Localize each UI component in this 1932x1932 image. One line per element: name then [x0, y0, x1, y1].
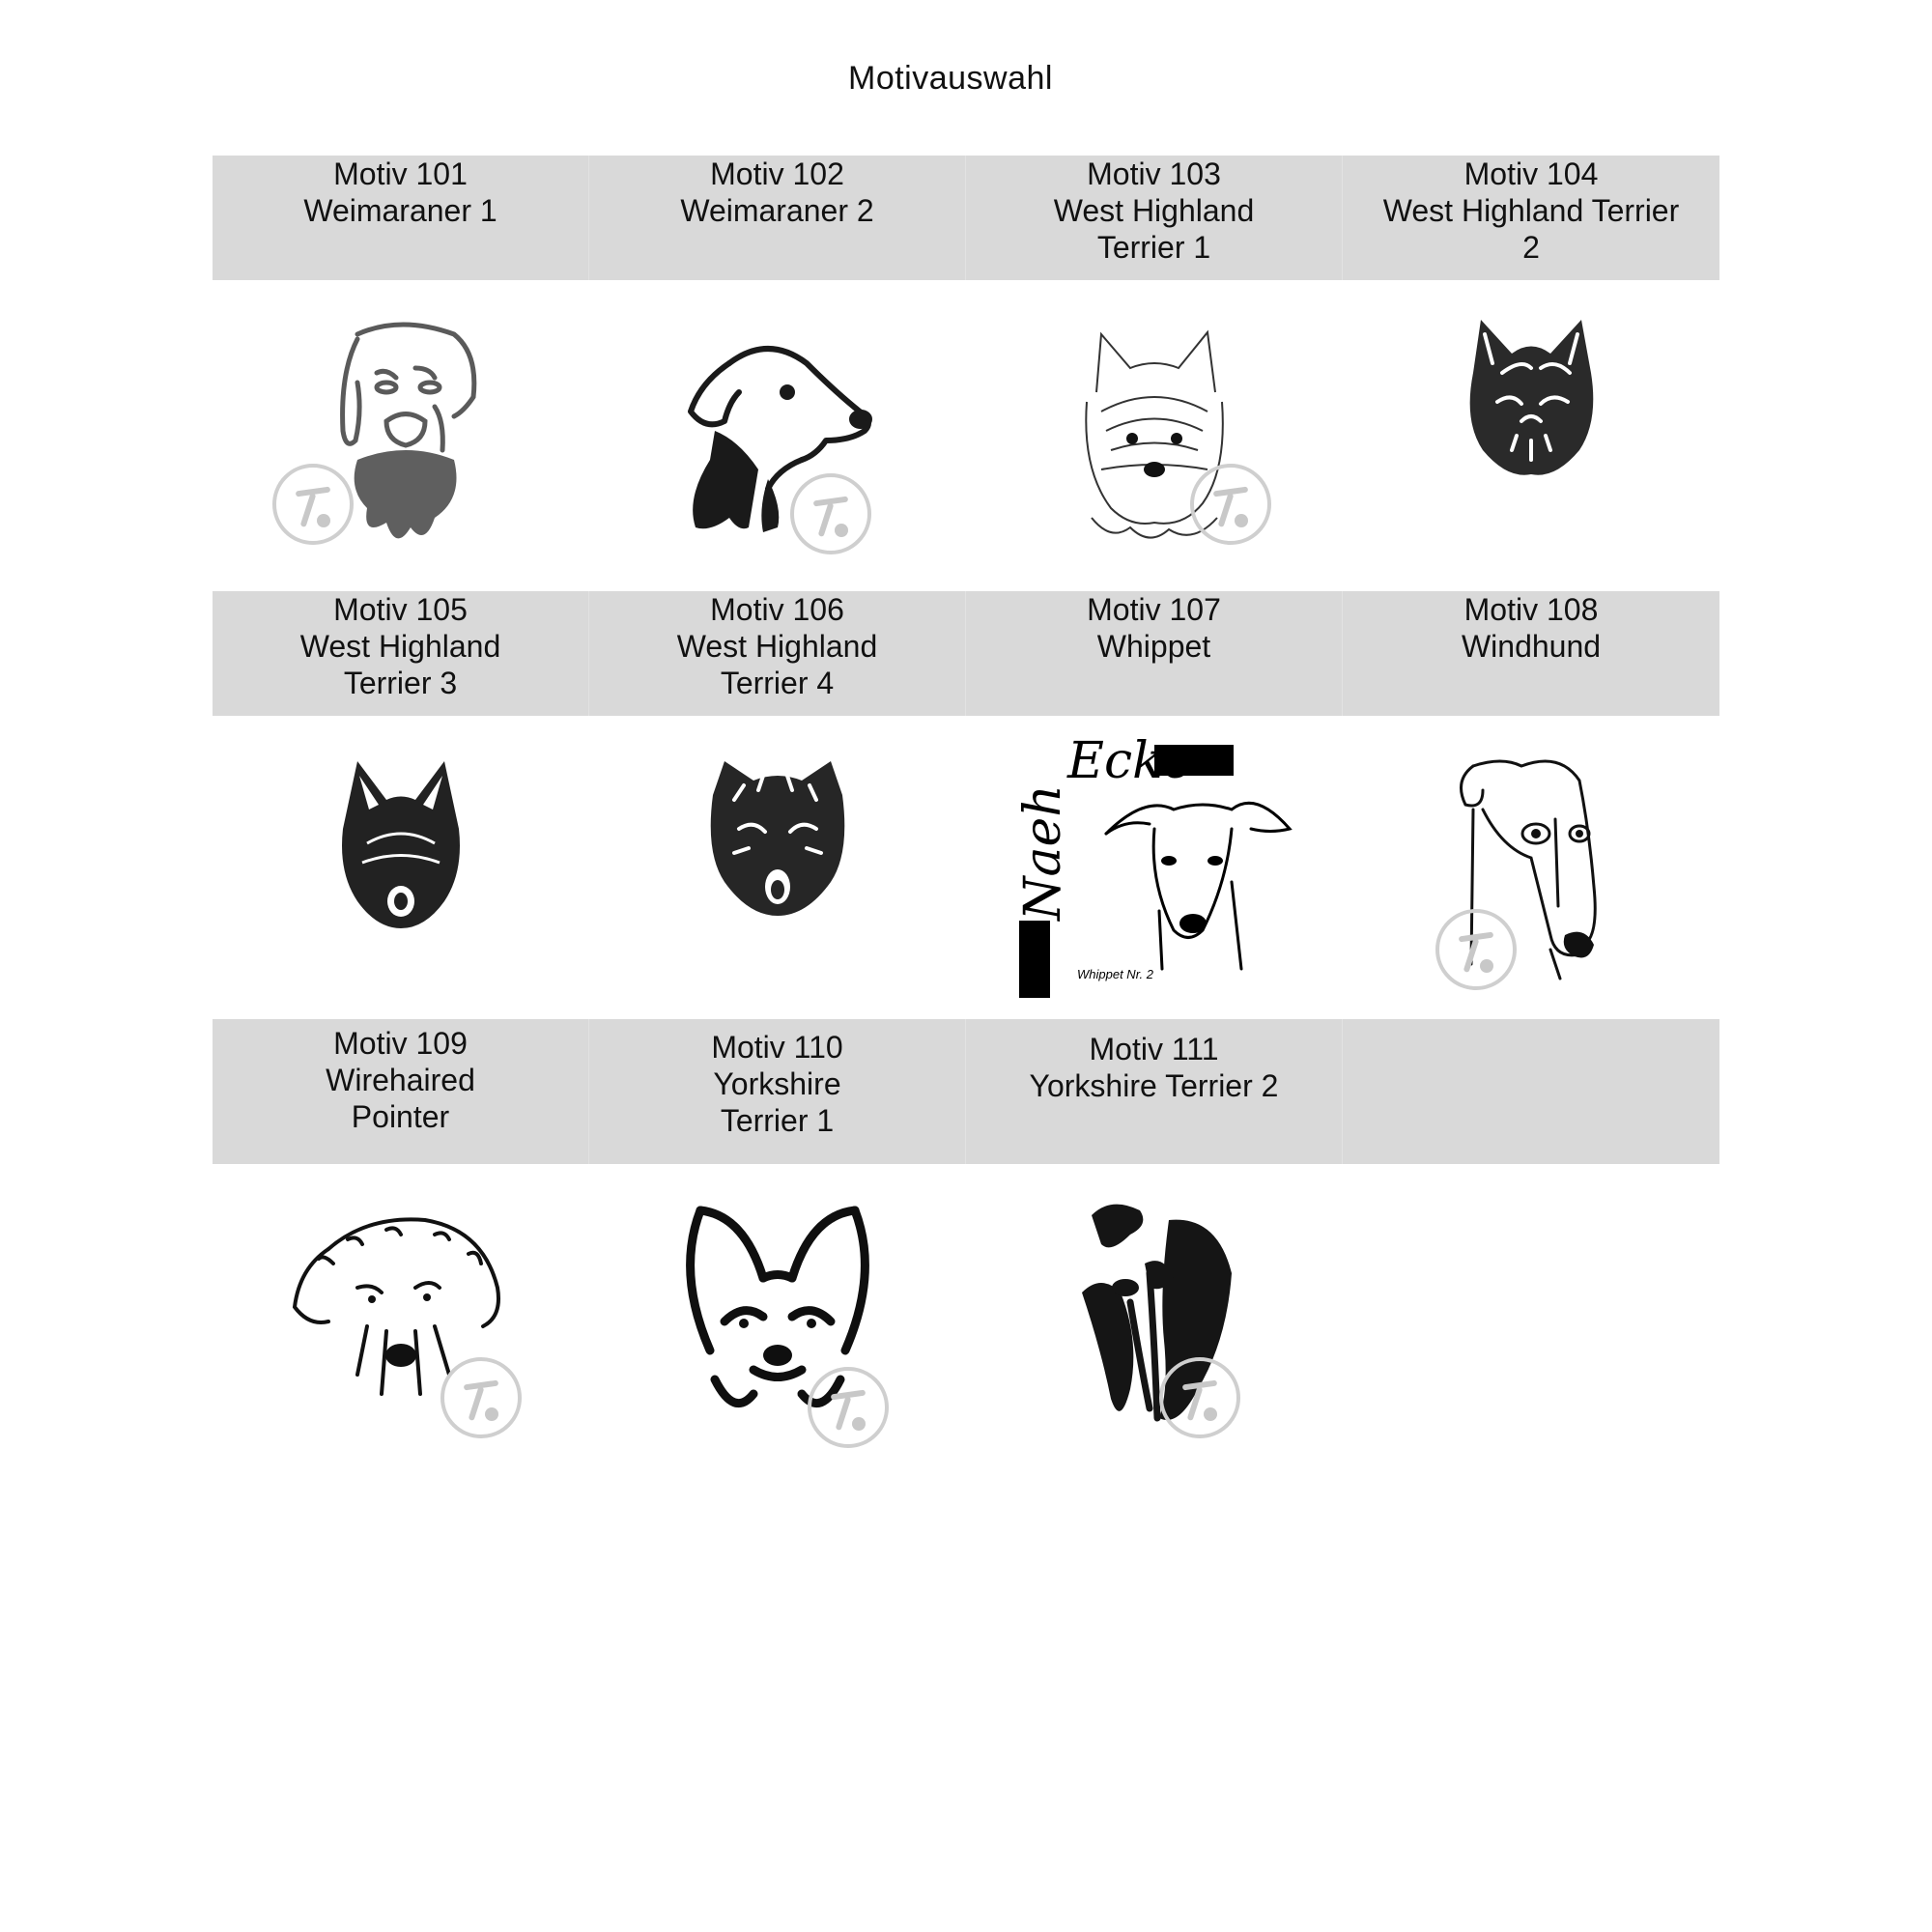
watermark-logo-icon	[808, 1367, 889, 1448]
header-band	[213, 156, 1719, 280]
watermark-logo-icon	[440, 1357, 522, 1438]
motif-number: Motiv 108	[1463, 592, 1599, 627]
motif-image-108[interactable]	[1343, 716, 1719, 1019]
motif-number: Motiv 101	[333, 156, 468, 191]
motif-name: Yorkshire	[713, 1066, 841, 1101]
image-band	[213, 716, 1719, 1019]
motif-image-109[interactable]	[213, 1164, 589, 1468]
motif-name: Pointer	[351, 1099, 450, 1134]
image-band	[213, 280, 1719, 591]
westie-head-icon	[338, 756, 464, 930]
header-band	[213, 1019, 1719, 1164]
watermark-logo-icon	[1435, 909, 1517, 990]
motif-header-101	[213, 156, 589, 280]
motif-name: Weimaraner 2	[680, 193, 874, 228]
motif-header-104	[1343, 156, 1719, 280]
motif-header-102	[589, 156, 966, 280]
motif-number: Motiv 106	[710, 592, 844, 627]
motif-name: Terrier 4	[720, 666, 835, 700]
motif-image-110[interactable]	[589, 1164, 966, 1468]
motif-name: Terrier 1	[1096, 230, 1211, 265]
naeh-ecke-logo-text: Ecke	[1067, 737, 1193, 790]
motif-name: West Highland	[299, 629, 501, 664]
motif-name: Weimaraner 1	[303, 193, 497, 228]
motif-number: Motiv 103	[1087, 156, 1221, 191]
motif-name: Windhund	[1461, 629, 1602, 664]
motif-number: Motiv 110	[711, 1030, 843, 1065]
westie-head-icon	[1463, 315, 1599, 479]
whippet-head-icon	[1009, 737, 1299, 998]
motif-header-106	[589, 591, 966, 716]
motif-image-106[interactable]	[589, 716, 966, 1019]
naeh-ecke-logo-text: Naeh	[1014, 784, 1072, 921]
motif-header-109	[213, 1019, 589, 1164]
motif-header-107	[966, 591, 1343, 716]
motif-header-103	[966, 156, 1343, 280]
motif-name: 2	[1522, 230, 1540, 265]
motif-image-104[interactable]	[1343, 280, 1719, 591]
motif-image-103[interactable]	[966, 280, 1343, 591]
whippet-caption: Whippet Nr. 2	[1077, 967, 1153, 981]
motif-row-3	[213, 1019, 1719, 1468]
watermark-logo-icon	[272, 464, 354, 545]
motif-name: Wirehaired	[326, 1063, 475, 1097]
motif-name: West Highland Terrier	[1382, 193, 1680, 228]
motif-header-108	[1343, 591, 1719, 716]
motif-image-101[interactable]	[213, 280, 589, 591]
motif-header-empty	[1343, 1019, 1719, 1164]
page-title: Motivauswahl	[848, 60, 1053, 97]
motif-image-102[interactable]	[589, 280, 966, 591]
motif-number: Motiv 102	[710, 156, 844, 191]
westie-head-icon	[705, 756, 850, 921]
motif-image-107[interactable]	[966, 716, 1343, 1019]
watermark-logo-icon	[1190, 464, 1271, 545]
motif-name: Whippet	[1096, 629, 1211, 664]
image-band	[213, 1164, 1719, 1468]
motif-name: Terrier 3	[343, 666, 458, 700]
motif-header-111	[966, 1019, 1343, 1164]
motif-name: West Highland	[1053, 193, 1255, 228]
motif-number: Motiv 111	[1089, 1032, 1219, 1066]
motif-name: Terrier 1	[720, 1103, 835, 1138]
motif-table	[213, 156, 1719, 1468]
motif-row-1	[213, 156, 1719, 591]
header-band	[213, 591, 1719, 716]
motif-name: Yorkshire Terrier 2	[1029, 1068, 1279, 1103]
motif-header-105	[213, 591, 589, 716]
motif-number: Motiv 107	[1087, 592, 1221, 627]
motif-number: Motiv 105	[333, 592, 468, 627]
motif-name: West Highland	[676, 629, 878, 664]
motif-row-2	[213, 591, 1719, 1019]
watermark-logo-icon	[1159, 1357, 1240, 1438]
motif-header-110	[589, 1019, 966, 1164]
motif-image-111[interactable]	[966, 1164, 1343, 1468]
motif-number: Motiv 109	[333, 1026, 468, 1061]
motif-image-empty	[1343, 1164, 1719, 1468]
watermark-logo-icon	[790, 473, 871, 554]
motif-image-105[interactable]	[213, 716, 589, 1019]
motif-number: Motiv 104	[1463, 156, 1599, 191]
